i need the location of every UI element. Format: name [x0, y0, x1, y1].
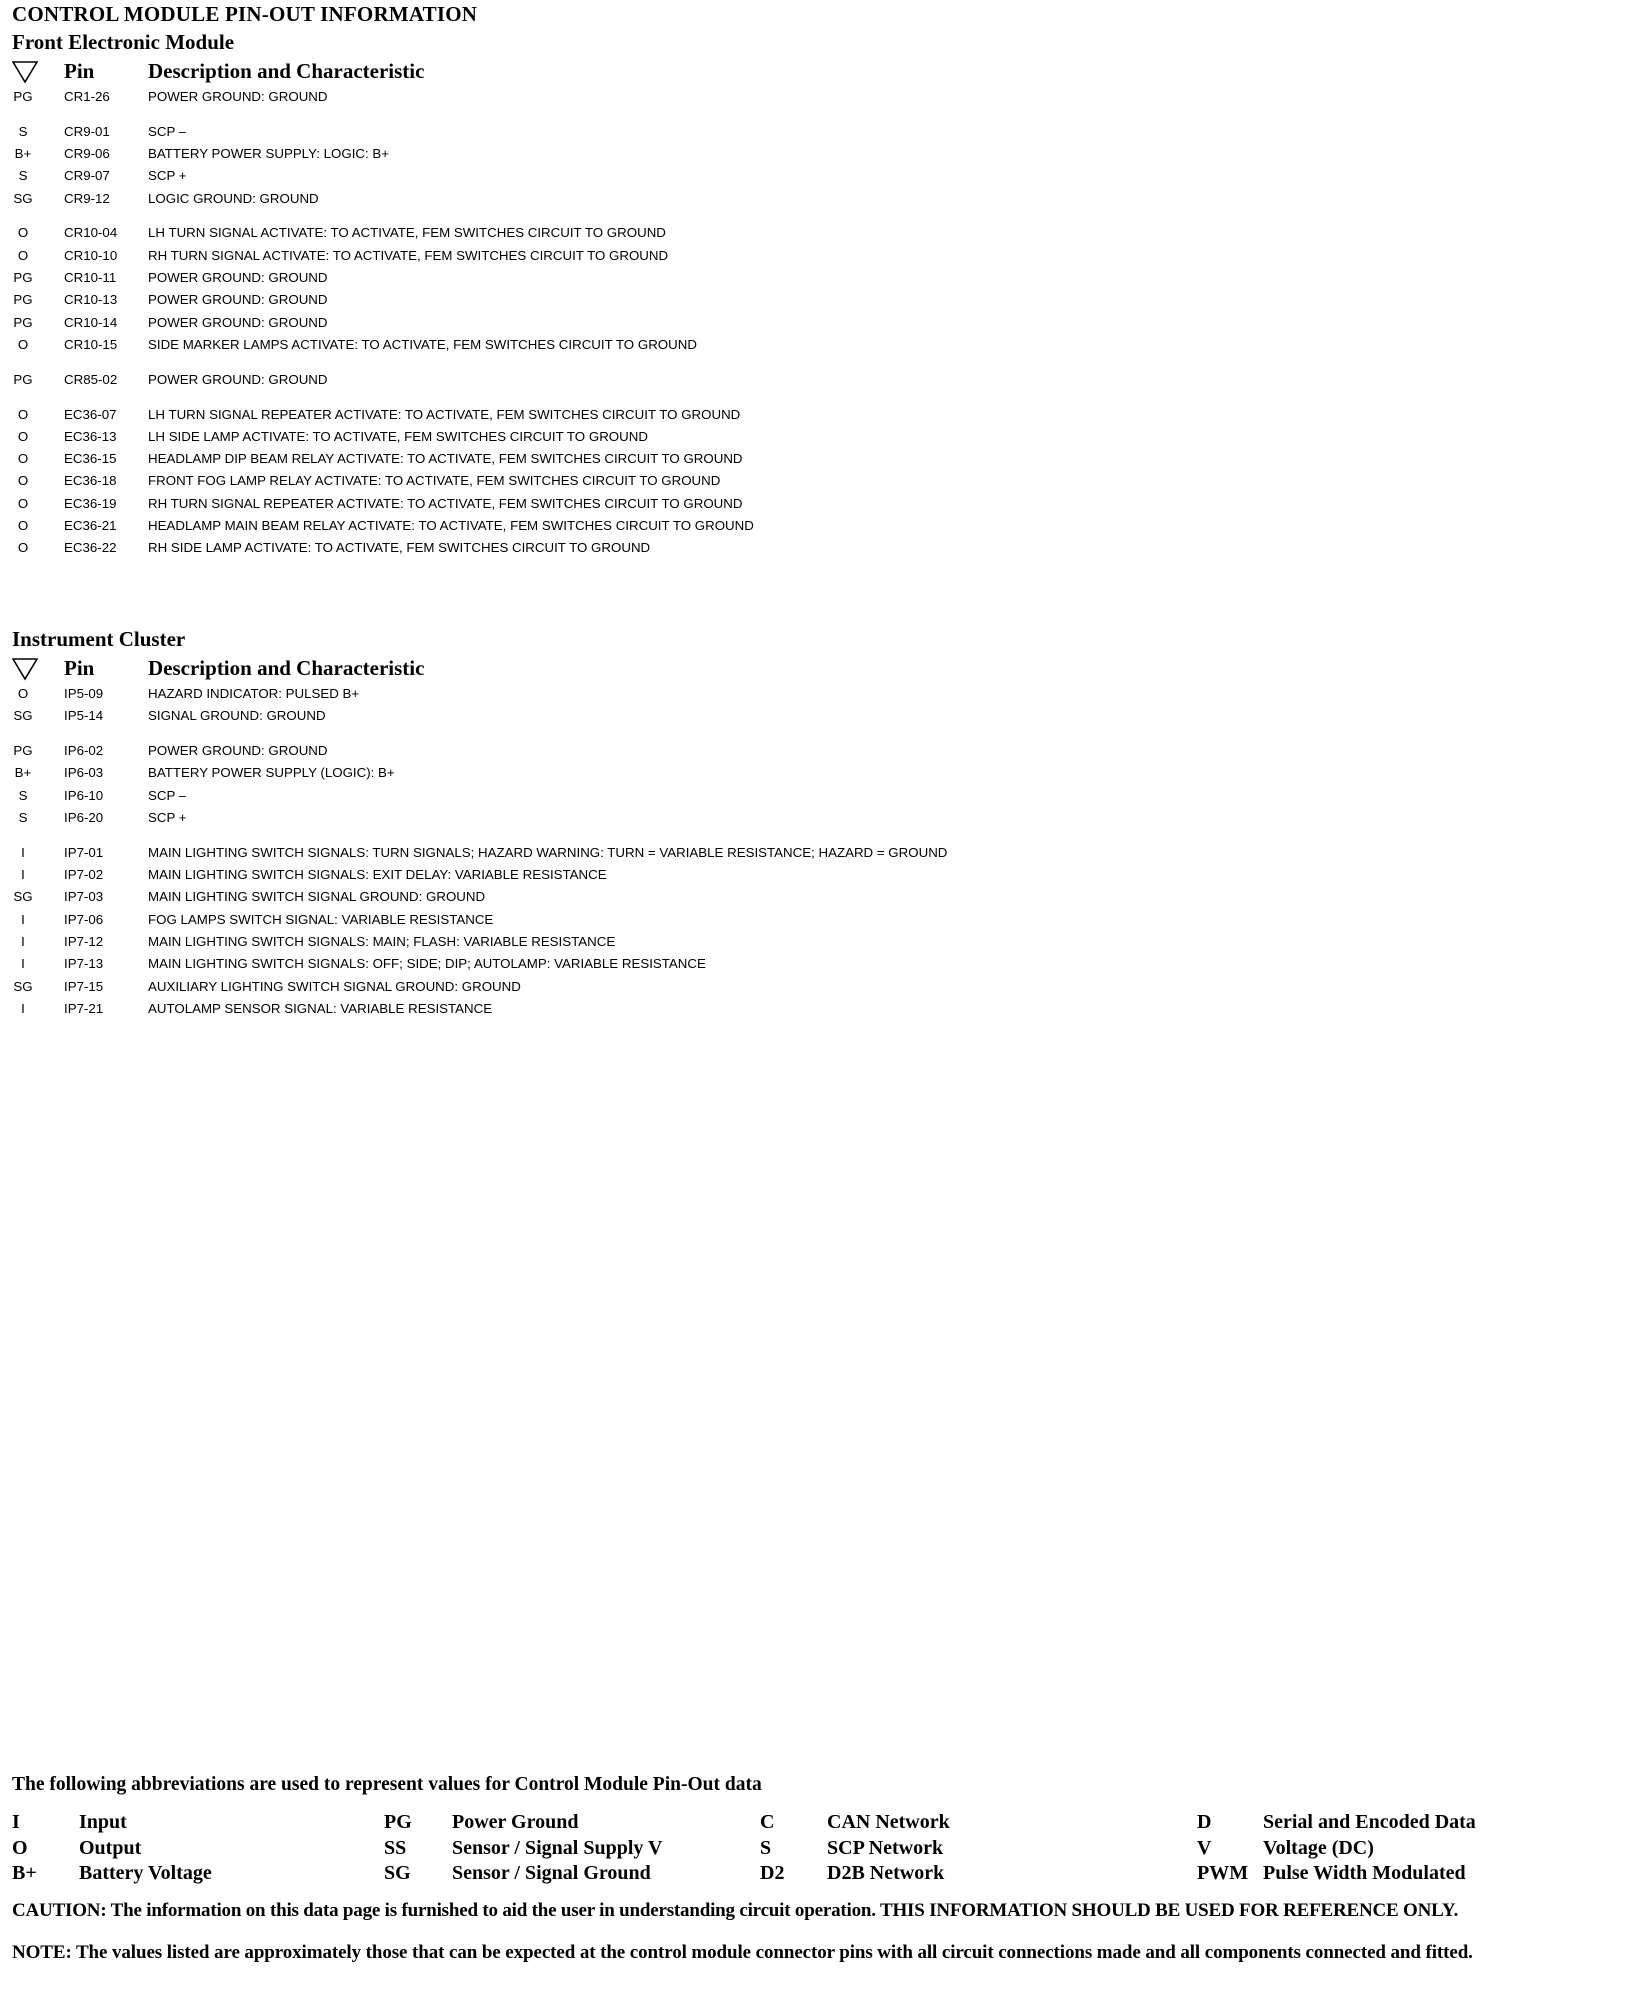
pin-type: SG	[13, 708, 33, 724]
pin-type: O	[17, 518, 29, 534]
abbreviation-meaning: Power Ground	[452, 1811, 579, 1833]
pin-id: CR10-11	[64, 270, 117, 286]
pin-id: IP5-09	[64, 686, 104, 701]
abbreviations-intro: The following abbreviations are used to represent values for Control Module Pin-Out data	[12, 1774, 762, 1795]
abbreviation-code: V	[1197, 1836, 1212, 1859]
pin-type: O	[17, 225, 29, 241]
pin-row	[12, 143, 1592, 165]
section-title: Instrument Cluster	[12, 627, 186, 651]
pin-description: MAIN LIGHTING SWITCH SIGNALS: OFF; SIDE; DIP; AUTOLAMP: VARIABLE RESISTANCE	[148, 956, 706, 972]
abbreviation-code: O	[12, 1836, 28, 1859]
column-header	[12, 56, 1592, 86]
pin-type: I	[21, 911, 25, 927]
pin-id: EC36-13	[64, 428, 117, 444]
pin-description: HAZARD INDICATOR: PULSED B+	[148, 686, 360, 701]
pin-description: AUXILIARY LIGHTING SWITCH SIGNAL GROUND: GROUND	[148, 978, 521, 994]
pin-row	[12, 448, 1592, 470]
section-front-electronic-module	[12, 28, 1592, 560]
pin-description: LH SIDE LAMP ACTIVATE: TO ACTIVATE, FEM SWITCHES CIRCUIT TO GROUND	[148, 428, 648, 444]
pin-id: IP6-20	[64, 809, 104, 825]
abbreviation-meaning: Sensor / Signal Ground	[452, 1862, 651, 1884]
pin-description: MAIN LIGHTING SWITCH SIGNAL GROUND: GROUND	[148, 889, 486, 905]
pin-row	[12, 762, 1592, 784]
pin-row	[12, 807, 1592, 829]
pin-row	[12, 188, 1592, 210]
signal-type-triangle-icon	[12, 60, 38, 84]
pin-id: CR10-14	[64, 314, 118, 330]
abbreviation-code: D2	[760, 1862, 785, 1884]
pin-description: AUTOLAMP SENSOR SIGNAL: VARIABLE RESISTANCE	[148, 1000, 493, 1016]
abbreviation-code: PG	[384, 1811, 412, 1833]
pin-id: IP7-06	[64, 911, 104, 927]
pin-id: CR9-01	[64, 123, 110, 139]
pin-type: S	[18, 809, 28, 825]
abbreviation-meaning: Pulse Width Modulated	[1263, 1862, 1466, 1884]
pin-description: POWER GROUND: GROUND	[148, 314, 328, 330]
pin-id: CR10-10	[64, 247, 118, 263]
pin-type: S	[18, 168, 28, 184]
pin-row	[12, 998, 1592, 1020]
pin-type: I	[21, 933, 25, 949]
abbreviation-code: I	[12, 1811, 20, 1833]
section-title: Front Electronic Module	[12, 30, 235, 54]
pin-row	[12, 740, 1592, 762]
pin-description: LH TURN SIGNAL ACTIVATE: TO ACTIVATE, FEM SWITCHES CIRCUIT TO GROUND	[148, 225, 666, 241]
pin-id: CR10-13	[64, 292, 118, 308]
abbreviation-code: SG	[384, 1862, 411, 1884]
pin-id: IP7-03	[64, 889, 104, 905]
pin-description: POWER GROUND: GROUND	[148, 270, 328, 286]
abbreviation-code: S	[760, 1836, 772, 1859]
pin-id: IP6-02	[64, 743, 104, 759]
pin-description: HEADLAMP MAIN BEAM RELAY ACTIVATE: TO ACTIVATE, FEM SWITCHES CIRCUIT TO GROUND	[148, 518, 754, 534]
pin-type: O	[17, 336, 29, 352]
pin-type: O	[17, 406, 29, 422]
pin-type: I	[21, 1000, 25, 1016]
pin-id: EC36-07	[64, 406, 117, 422]
pin-description: RH TURN SIGNAL ACTIVATE: TO ACTIVATE, FEM SWITCHES CIRCUIT TO GROUND	[148, 247, 669, 263]
pin-description: POWER GROUND: GROUND	[148, 292, 328, 308]
pin-type: PG	[13, 371, 33, 387]
pin-id: EC36-18	[64, 473, 117, 489]
pin-row	[12, 976, 1592, 998]
pin-description: RH TURN SIGNAL REPEATER ACTIVATE: TO ACTIVATE, FEM SWITCHES CIRCUIT TO GROUND	[148, 495, 743, 511]
abbreviation-meaning: Voltage (DC)	[1263, 1836, 1374, 1859]
pin-row	[12, 334, 1592, 356]
pin-row	[12, 864, 1592, 886]
pin-row	[12, 886, 1592, 908]
pin-row	[12, 222, 1592, 244]
pin-type: PG	[13, 270, 33, 286]
pin-type: B+	[14, 146, 32, 162]
column-header-description: Description and Characteristic	[148, 59, 425, 83]
pin-row	[12, 953, 1592, 975]
abbreviation-meaning: D2B Network	[827, 1862, 945, 1884]
pin-description: POWER GROUND: GROUND	[148, 89, 328, 104]
pin-type: SG	[13, 978, 33, 994]
pin-row	[12, 470, 1592, 492]
pin-row	[12, 785, 1592, 807]
pin-type: I	[21, 956, 25, 972]
pin-id: IP7-15	[64, 978, 104, 994]
pin-row	[12, 705, 1592, 727]
pin-type: PG	[13, 743, 33, 759]
pin-description: POWER GROUND: GROUND	[148, 371, 328, 387]
pin-description: BATTERY POWER SUPPLY: LOGIC: B+	[148, 146, 390, 162]
pin-type: O	[17, 451, 29, 467]
pin-row	[12, 909, 1592, 931]
pin-description: HEADLAMP DIP BEAM RELAY ACTIVATE: TO ACTIVATE, FEM SWITCHES CIRCUIT TO GROUND	[148, 451, 743, 467]
column-header-pin: Pin	[64, 59, 95, 83]
pin-id: CR9-07	[64, 168, 110, 184]
pin-id: CR10-04	[64, 225, 118, 241]
pin-row	[12, 289, 1592, 311]
values-note: NOTE: The values listed are approximately those that can be expected at the control module connector pins with all circuit connections made and all components connected and fitted.	[12, 1942, 1473, 1963]
pin-row	[12, 86, 1592, 108]
pin-type: I	[21, 867, 25, 883]
pin-row	[12, 683, 1592, 705]
pin-row	[12, 312, 1592, 334]
pin-id: IP7-12	[64, 933, 104, 949]
pin-description: FOG LAMPS SWITCH SIGNAL: VARIABLE RESISTANCE	[148, 911, 494, 927]
pin-id: CR85-02	[64, 371, 118, 387]
pin-type: O	[17, 247, 29, 263]
pin-row	[12, 121, 1592, 143]
pin-row	[12, 426, 1592, 448]
pin-table	[12, 86, 1592, 560]
pin-id: IP5-14	[64, 708, 104, 724]
abbreviation-meaning: Battery Voltage	[79, 1862, 212, 1884]
pin-type: O	[17, 540, 29, 556]
pin-row	[12, 165, 1592, 187]
pin-type: PG	[13, 314, 33, 330]
pin-id: EC36-22	[64, 540, 117, 556]
abbreviation-code: PWM	[1197, 1862, 1249, 1884]
page-title: CONTROL MODULE PIN-OUT INFORMATION	[12, 2, 478, 26]
abbreviation-meaning: Output	[79, 1836, 142, 1859]
section-instrument-cluster	[12, 625, 1592, 1020]
pin-row	[12, 369, 1592, 391]
pin-id: CR9-06	[64, 146, 110, 162]
column-header	[12, 653, 1592, 683]
abbreviation-code: B+	[12, 1862, 37, 1884]
pin-id: IP6-10	[64, 787, 104, 803]
abbreviation-meaning: SCP Network	[827, 1836, 944, 1859]
abbreviation-code: SS	[384, 1836, 407, 1859]
column-header-pin: Pin	[64, 656, 95, 680]
pin-row	[12, 267, 1592, 289]
pin-description: LOGIC GROUND: GROUND	[148, 190, 319, 206]
pin-row	[12, 931, 1592, 953]
pin-type: O	[17, 495, 29, 511]
pin-description: MAIN LIGHTING SWITCH SIGNALS: EXIT DELAY: VARIABLE RESISTANCE	[148, 867, 607, 883]
pin-id: EC36-15	[64, 451, 117, 467]
pin-row	[12, 842, 1592, 864]
pin-description: LH TURN SIGNAL REPEATER ACTIVATE: TO ACTIVATE, FEM SWITCHES CIRCUIT TO GROUND	[148, 406, 741, 422]
pin-description: SIGNAL GROUND: GROUND	[148, 708, 326, 724]
pin-id: IP7-02	[64, 867, 104, 883]
pin-description: MAIN LIGHTING SWITCH SIGNALS: MAIN; FLASH: VARIABLE RESISTANCE	[148, 933, 616, 949]
pin-table	[12, 683, 1592, 1020]
pin-type: PG	[13, 89, 33, 104]
pin-id: CR10-15	[64, 336, 118, 352]
caution-note: CAUTION: The information on this data page is furnished to aid the user in understanding circuit operation. THIS INFORMATION SHOULD BE USED FOR REFERENCE ONLY.	[12, 1900, 1459, 1921]
pin-id: IP7-21	[64, 1000, 104, 1016]
pin-id: CR9-12	[64, 190, 110, 206]
pin-id: EC36-21	[64, 518, 117, 534]
pin-type: SG	[13, 889, 33, 905]
pin-type: O	[17, 686, 29, 701]
pin-description: BATTERY POWER SUPPLY (LOGIC): B+	[148, 765, 395, 781]
abbreviations-table	[12, 1810, 1612, 1890]
pin-description: FRONT FOG LAMP RELAY ACTIVATE: TO ACTIVATE, FEM SWITCHES CIRCUIT TO GROUND	[148, 473, 721, 489]
pin-description: RH SIDE LAMP ACTIVATE: TO ACTIVATE, FEM SWITCHES CIRCUIT TO GROUND	[148, 540, 651, 556]
pin-description: SIDE MARKER LAMPS ACTIVATE: TO ACTIVATE, FEM SWITCHES CIRCUIT TO GROUND	[148, 336, 697, 352]
pin-type: SG	[13, 190, 33, 206]
column-header-description: Description and Characteristic	[148, 656, 425, 680]
abbreviation-code: C	[760, 1811, 775, 1833]
abbreviation-meaning: CAN Network	[827, 1811, 950, 1833]
pin-id: IP7-01	[64, 844, 104, 860]
pin-type: O	[17, 428, 29, 444]
pin-type: I	[21, 844, 25, 860]
pin-description: SCP –	[148, 787, 187, 803]
pin-description: MAIN LIGHTING SWITCH SIGNALS: TURN SIGNALS; HAZARD WARNING: TURN = VARIABLE RESISTANCE; HAZARD = GROUND	[148, 844, 948, 860]
pin-row	[12, 404, 1592, 426]
pin-row	[12, 493, 1592, 515]
pin-description: SCP +	[148, 809, 187, 825]
pin-type: O	[17, 473, 29, 489]
pin-id: IP7-13	[64, 956, 104, 972]
abbreviation-meaning: Sensor / Signal Supply V	[452, 1836, 663, 1859]
abbreviation-meaning: Input	[79, 1811, 127, 1833]
signal-type-triangle-icon	[12, 657, 38, 681]
pin-type: S	[18, 787, 28, 803]
abbreviation-meaning: Serial and Encoded Data	[1263, 1811, 1476, 1833]
pin-row	[12, 515, 1592, 537]
pin-row	[12, 245, 1592, 267]
pin-description: SCP +	[148, 168, 187, 184]
pin-id: EC36-19	[64, 495, 117, 511]
abbreviation-code: D	[1197, 1811, 1212, 1833]
pin-type: B+	[14, 765, 32, 781]
pin-type: PG	[13, 292, 33, 308]
pin-row	[12, 537, 1592, 559]
pin-type: S	[18, 123, 28, 139]
pin-id: CR1-26	[64, 89, 110, 104]
pin-description: SCP –	[148, 123, 187, 139]
pin-description: POWER GROUND: GROUND	[148, 743, 328, 759]
pin-id: IP6-03	[64, 765, 104, 781]
